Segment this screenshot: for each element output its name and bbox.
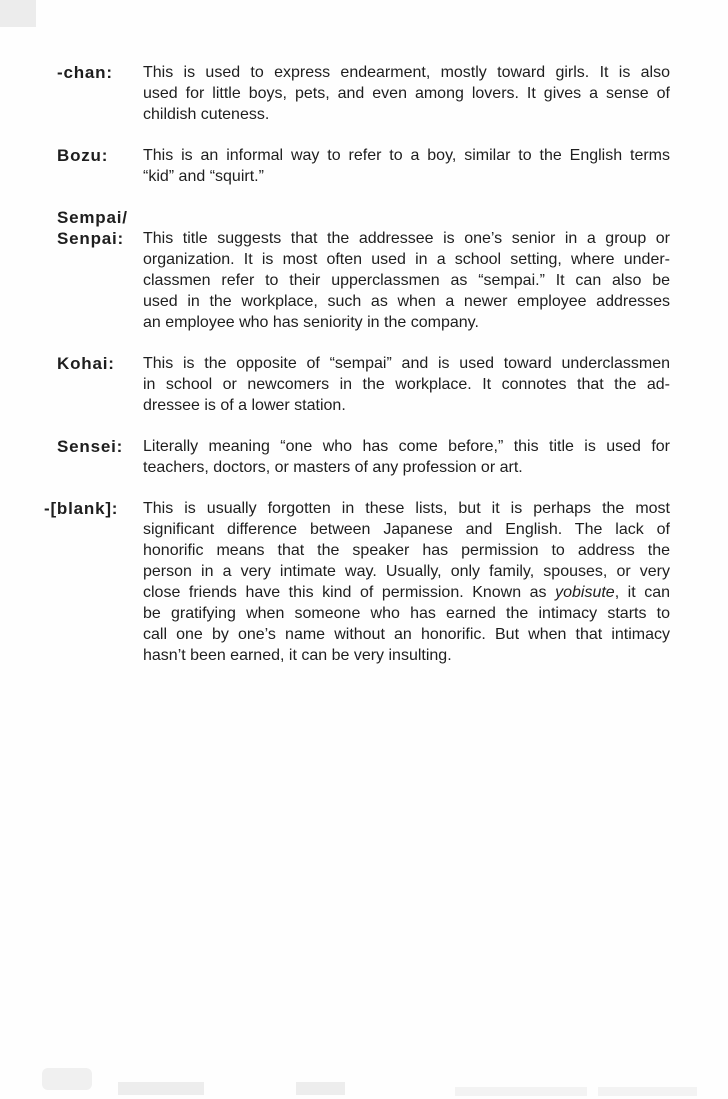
term-definition (143, 207, 670, 333)
term-label-line: Sempai/ (57, 208, 128, 227)
glossary-entry (57, 436, 671, 478)
definition-line: organization. It is most often used in a school setting, where under- (143, 251, 670, 268)
definition-line: teachers, doctors, or masters of any profession or art. (143, 459, 523, 476)
definition-line: significant difference between Japanese and English. The lack of (143, 521, 670, 538)
term-definition (143, 62, 670, 125)
scan-smudge (296, 1082, 345, 1095)
definition-line: This is the opposite of “sempai” and is used toward underclassmen (143, 355, 670, 372)
scan-smudge (118, 1082, 204, 1095)
definition-line: used for little boys, pets, and even among lovers. It gives a sense of (143, 85, 670, 102)
definition-line: hasn’t been earned, it can be very insulting. (143, 647, 452, 664)
term-label-line: Kohai: (57, 354, 115, 373)
definition-text: close friends have this kind of permission. Known as (143, 584, 556, 601)
definition-line: used in the workplace, such as when a newer employee addresses (143, 293, 670, 310)
definition-line: classmen refer to their upperclassmen as “sempai.” It can also be (143, 272, 670, 289)
definition-line: Literally meaning “one who has come before,” this title is used for (143, 438, 670, 455)
term-label-line: Sensei: (57, 437, 124, 456)
definition-line: This title suggests that the addressee is one’s senior in a group or (143, 230, 670, 247)
definition-line: call one by one’s name without an honorific. But when that intimacy (143, 626, 670, 643)
term-label-line: -chan: (57, 63, 113, 82)
definition-line: honorific means that the speaker has permission to address the (143, 542, 670, 559)
term-definition (143, 498, 670, 666)
term-label (57, 353, 143, 416)
term-label-line: Senpai: (57, 229, 125, 248)
italic-word: yobisute (555, 584, 615, 601)
term-definition (143, 353, 670, 416)
definition-text: , it can (614, 584, 670, 601)
term-label (57, 145, 143, 187)
definition-line: in school or newcomers in the workplace. It connotes that the ad- (143, 376, 670, 393)
term-definition (143, 436, 670, 478)
definition-line: dressee is of a lower station. (143, 397, 346, 414)
definition-line (143, 582, 670, 603)
term-definition (143, 145, 670, 187)
term-label-line: Bozu: (57, 146, 109, 165)
glossary-entry (57, 62, 671, 125)
definition-line: This is used to express endearment, mostly toward girls. It is also (143, 64, 670, 81)
scan-smudge (598, 1087, 697, 1096)
term-label (57, 62, 143, 125)
term-label (57, 436, 143, 478)
definition-line: person in a very intimate way. Usually, only family, spouses, or very (143, 563, 670, 580)
term-label (44, 498, 143, 666)
definition-line: an employee who has seniority in the company. (143, 314, 479, 331)
honorifics-glossary (44, 62, 671, 686)
definition-line: be gratifying when someone who has earned the intimacy starts to (143, 605, 670, 622)
glossary-entry (57, 207, 671, 333)
definition-line: This is an informal way to refer to a boy, similar to the English terms (143, 147, 670, 164)
glossary-entry (57, 145, 671, 187)
glossary-entry (57, 353, 671, 416)
glossary-entry (44, 498, 671, 666)
definition-line: “kid” and “squirt.” (143, 168, 264, 185)
scan-smudge-corner (0, 0, 36, 27)
scan-smudge (455, 1087, 587, 1096)
term-label (57, 207, 143, 333)
definition-line: This is usually forgotten in these lists, but it is perhaps the most (143, 500, 670, 517)
scan-smudge (42, 1068, 92, 1090)
definition-line: childish cuteness. (143, 106, 270, 123)
term-label-line: -[blank]: (44, 499, 119, 518)
